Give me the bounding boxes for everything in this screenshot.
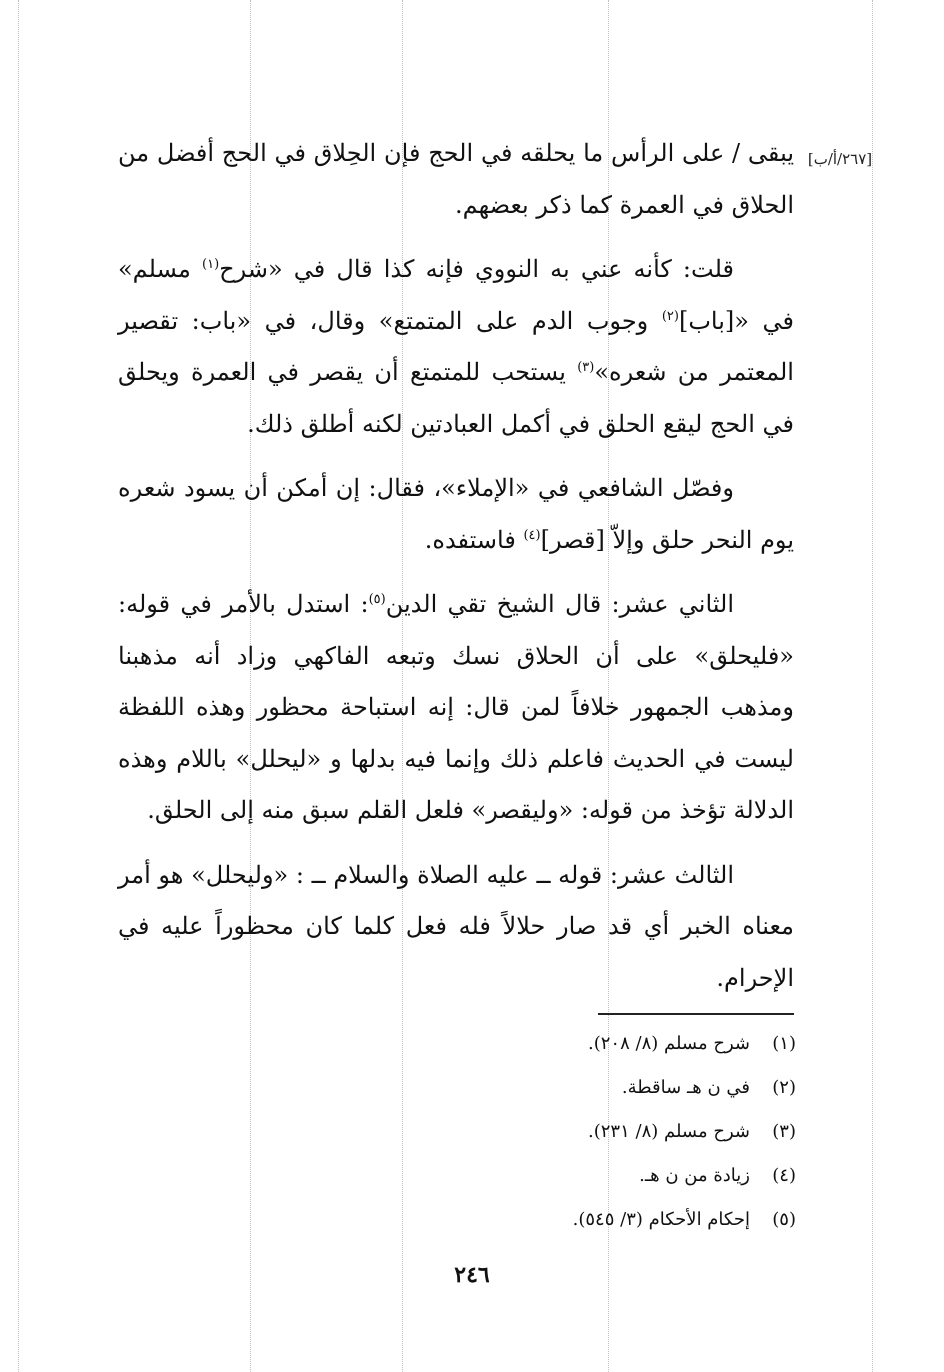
main-text bbox=[118, 128, 794, 1017]
footnote-separator bbox=[598, 1013, 794, 1015]
footnote-number: (١) bbox=[772, 1033, 796, 1054]
paragraph-2: قلت: كأنه عني به النووي فإنه كذا قال في «شرح$^{(١)}$ مسلم» في «[باب]$^{(٢)}$ وجوب الدم على المتمتع» وقال، في «باب: تقصير المعتمر من شعره»$^{(٣)}$ يستحب للمتمتع أن يقصر في العمرة ويحلق في الحج ليقع الحلق في أكمل العبادتين لكنه أطلق ذلك. bbox=[118, 255, 794, 438]
paragraph-3: وفصّل الشافعي في «الإملاء»، فقال: إن أمكن أن يسود شعره يوم النحر حلق وإلاّ [قصر]$^{(٤)}$ فاستفده. bbox=[118, 474, 794, 554]
footnote-ref-2[interactable]: (٢) bbox=[661, 308, 679, 324]
manuscript-folio-reference: [٢٦٧/أ/ب] bbox=[807, 150, 873, 168]
footnote-ref-1[interactable]: (١) bbox=[202, 257, 220, 272]
footnote-ref-4[interactable]: (٤) bbox=[523, 527, 541, 543]
footnote-item bbox=[300, 1154, 796, 1198]
footnote-number: (٥) bbox=[772, 1209, 796, 1230]
footnote-ref-5[interactable]: (٥) bbox=[368, 592, 386, 607]
scan-guide-line bbox=[18, 0, 19, 1372]
footnote-item bbox=[300, 1066, 796, 1110]
footnote-ref-3[interactable]: (٣) bbox=[577, 360, 595, 375]
page-number: ٢٤٦ bbox=[454, 1262, 490, 1288]
scan-guide-line bbox=[872, 0, 873, 1372]
footnote-text: شرح مسلم (٨/ ٢٠٨). bbox=[588, 1033, 750, 1054]
footnote-number: (٢) bbox=[772, 1077, 796, 1098]
footnote-number: (٤) bbox=[772, 1165, 796, 1186]
footnote-text: إحكام الأحكام (٣/ ٥٤٥). bbox=[572, 1209, 750, 1230]
paragraph-4: الثاني عشر: قال الشيخ تقي الدين$^{(٥)}$: استدل بالأمر في قوله: «فليحلق» على أن الحلاق نسك وتبعه الفاكهي وزاد أنه مذهبنا ومذهب الجمهور خلافاً لمن قال: إنه استباحة محظور وهذه اللفظة ليست في الحديث فاعلم ذلك وإنما فيه بدلها و «ليحلل» باللام وهذه الدلالة تؤخذ من قوله: «وليقصر» فلعل القلم سبق منه إلى الحلق. bbox=[118, 590, 794, 824]
footnote-item bbox=[300, 1022, 796, 1066]
footnote-text: في ن هـ ساقطة. bbox=[621, 1077, 750, 1098]
footnote-text: شرح مسلم (٨/ ٢٣١). bbox=[588, 1121, 750, 1142]
footnote-item bbox=[300, 1110, 796, 1154]
footnote-item bbox=[300, 1198, 796, 1242]
paragraph-5: الثالث عشر: قوله ــ عليه الصلاة والسلام ــ : «وليحلل» هو أمر معناه الخبر أي قد صار حلالاً فله فعل كلما كان محظوراً عليه في الإحرام. bbox=[118, 860, 794, 992]
footnote-text: زيادة من ن هـ. bbox=[639, 1165, 750, 1186]
paragraph-1: يبقى / على الرأس ما يحلقه في الحج فإن الحِلاق في الحج أفضل من الحلاق في العمرة كما ذكر بعضهم. bbox=[118, 139, 794, 219]
footnote-number: (٣) bbox=[772, 1121, 796, 1142]
footnotes bbox=[300, 1022, 796, 1242]
